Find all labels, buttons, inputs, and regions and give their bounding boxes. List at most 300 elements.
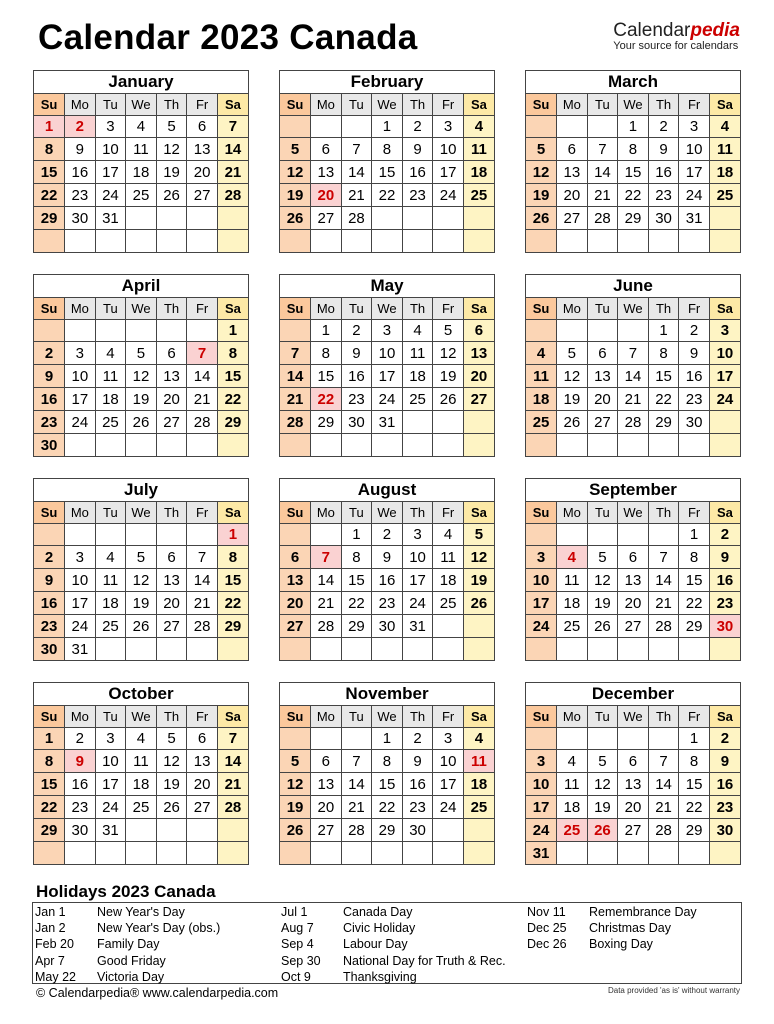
weekday-header: Tu <box>95 94 126 115</box>
day-cell <box>618 229 649 252</box>
day-cell: 7 <box>217 115 248 138</box>
day-cell <box>280 115 311 138</box>
weekday-header: Th <box>156 706 187 727</box>
day-cell: 5 <box>280 750 311 773</box>
day-cell: 8 <box>217 546 248 569</box>
day-cell <box>526 433 557 456</box>
day-cell: 28 <box>341 819 372 842</box>
day-cell: 27 <box>156 411 187 434</box>
weekday-header: Mo <box>557 706 588 727</box>
day-cell: 1 <box>648 319 679 342</box>
day-cell <box>217 229 248 252</box>
month-name: November <box>280 683 494 706</box>
day-cell: 6 <box>311 750 342 773</box>
day-cell: 8 <box>372 750 403 773</box>
day-cell: 2 <box>709 523 740 546</box>
day-cell: 20 <box>587 388 618 411</box>
weekday-header: Su <box>34 94 65 115</box>
day-cell: 8 <box>341 546 372 569</box>
holiday-date: Aug 7 <box>281 921 314 936</box>
weekday-header: Sa <box>709 298 740 319</box>
day-cell: 19 <box>463 569 494 592</box>
day-cell: 24 <box>372 388 403 411</box>
day-cell <box>156 819 187 842</box>
day-cell <box>557 319 588 342</box>
weekday-header: Su <box>34 502 65 523</box>
day-cell: 21 <box>217 161 248 184</box>
day-cell: 21 <box>187 592 218 615</box>
day-cell <box>280 727 311 750</box>
day-cell <box>34 319 65 342</box>
footer-copyright[interactable]: © Calendarpedia® www.calendarpedia.com <box>36 986 279 1000</box>
holiday-name: Victoria Day <box>97 969 165 984</box>
day-cell: 13 <box>311 773 342 796</box>
holiday-name: Canada Day <box>343 905 413 919</box>
holiday-column <box>527 904 767 953</box>
day-cell: 14 <box>341 161 372 184</box>
day-cell: 3 <box>433 727 464 750</box>
day-cell: 19 <box>126 592 157 615</box>
day-cell: 6 <box>311 138 342 161</box>
day-cell <box>433 615 464 638</box>
month-name: February <box>280 71 494 94</box>
day-cell: 1 <box>217 523 248 546</box>
day-cell: 30 <box>709 819 740 842</box>
day-cell: 11 <box>557 569 588 592</box>
day-cell <box>126 819 157 842</box>
day-cell: 16 <box>709 773 740 796</box>
day-cell <box>341 637 372 660</box>
day-cell <box>618 637 649 660</box>
footer-disclaimer: Data provided 'as is' without warranty <box>607 986 740 995</box>
day-cell: 13 <box>618 773 649 796</box>
weekday-header: Sa <box>217 298 248 319</box>
day-cell: 14 <box>648 773 679 796</box>
day-cell <box>217 637 248 660</box>
day-cell: 9 <box>402 750 433 773</box>
day-cell: 10 <box>526 773 557 796</box>
day-cell <box>557 433 588 456</box>
day-cell <box>402 637 433 660</box>
day-cell: 28 <box>587 207 618 230</box>
day-cell: 24 <box>95 796 126 819</box>
weekday-header: Th <box>402 94 433 115</box>
day-cell <box>557 523 588 546</box>
day-cell: 27 <box>618 819 649 842</box>
day-cell: 21 <box>587 184 618 207</box>
day-cell: 22 <box>679 796 710 819</box>
day-cell: 25 <box>709 184 740 207</box>
weekday-header: Tu <box>587 502 618 523</box>
day-cell <box>587 319 618 342</box>
day-cell <box>34 229 65 252</box>
holiday-row <box>281 969 521 985</box>
brand-logo[interactable] <box>613 20 740 52</box>
day-cell: 14 <box>187 365 218 388</box>
day-cell <box>280 229 311 252</box>
day-cell: 5 <box>156 115 187 138</box>
day-cell: 15 <box>648 365 679 388</box>
day-cell: 21 <box>341 796 372 819</box>
day-cell <box>187 319 218 342</box>
day-cell: 2 <box>402 727 433 750</box>
weekday-header: Tu <box>587 298 618 319</box>
day-cell: 18 <box>95 388 126 411</box>
day-cell <box>65 229 96 252</box>
day-cell: 14 <box>311 569 342 592</box>
day-cell <box>126 637 157 660</box>
holiday-column <box>35 904 275 985</box>
day-cell: 4 <box>557 750 588 773</box>
holiday-name: Family Day <box>97 937 160 952</box>
day-cell <box>187 637 218 660</box>
day-cell <box>587 229 618 252</box>
holiday-date: Dec 25 <box>527 921 567 936</box>
day-cell: 8 <box>618 138 649 161</box>
day-cell: 21 <box>311 592 342 615</box>
day-cell: 5 <box>587 750 618 773</box>
weekday-header: Fr <box>679 706 710 727</box>
day-cell: 26 <box>557 411 588 434</box>
day-cell <box>34 841 65 864</box>
day-cell <box>311 229 342 252</box>
day-cell: 18 <box>709 161 740 184</box>
day-cell <box>587 727 618 750</box>
day-cell: 23 <box>709 592 740 615</box>
month-may <box>279 274 495 457</box>
day-cell: 6 <box>463 319 494 342</box>
day-cell: 17 <box>402 569 433 592</box>
month-august <box>279 478 495 661</box>
day-cell: 15 <box>372 161 403 184</box>
day-cell: 17 <box>372 365 403 388</box>
weekday-header: Sa <box>709 94 740 115</box>
day-cell: 11 <box>526 365 557 388</box>
day-cell: 24 <box>709 388 740 411</box>
day-cell: 27 <box>557 207 588 230</box>
day-cell <box>526 319 557 342</box>
weekday-header: Su <box>280 502 311 523</box>
day-cell: 29 <box>217 411 248 434</box>
holiday-name: National Day for Truth & Rec. <box>343 953 506 968</box>
day-cell: 10 <box>526 569 557 592</box>
day-cell: 3 <box>65 342 96 365</box>
day-cell: 7 <box>341 750 372 773</box>
day-cell: 13 <box>587 365 618 388</box>
day-cell: 25 <box>126 796 157 819</box>
day-cell: 2 <box>372 523 403 546</box>
day-cell: 23 <box>341 388 372 411</box>
day-cell: 12 <box>156 750 187 773</box>
day-cell <box>433 433 464 456</box>
day-cell: 27 <box>187 796 218 819</box>
day-cell <box>187 841 218 864</box>
weekday-header: Sa <box>463 298 494 319</box>
day-cell: 30 <box>65 207 96 230</box>
day-cell <box>709 207 740 230</box>
day-cell: 7 <box>280 342 311 365</box>
day-cell: 20 <box>463 365 494 388</box>
day-cell <box>679 841 710 864</box>
day-cell <box>280 841 311 864</box>
day-cell: 7 <box>587 138 618 161</box>
day-cell: 13 <box>156 365 187 388</box>
day-cell: 3 <box>709 319 740 342</box>
month-january <box>33 70 249 253</box>
day-cell: 31 <box>402 615 433 638</box>
day-cell: 1 <box>679 523 710 546</box>
day-cell: 11 <box>709 138 740 161</box>
weekday-header: We <box>372 94 403 115</box>
day-cell: 28 <box>648 615 679 638</box>
day-cell: 29 <box>34 207 65 230</box>
month-july <box>33 478 249 661</box>
weekday-header: Tu <box>341 502 372 523</box>
day-cell: 25 <box>526 411 557 434</box>
day-cell: 29 <box>648 411 679 434</box>
day-cell: 11 <box>126 138 157 161</box>
day-cell: 22 <box>372 184 403 207</box>
day-cell: 27 <box>156 615 187 638</box>
day-cell: 9 <box>65 138 96 161</box>
day-cell: 3 <box>433 115 464 138</box>
day-cell: 31 <box>95 819 126 842</box>
day-cell: 19 <box>557 388 588 411</box>
day-cell <box>433 207 464 230</box>
day-cell: 4 <box>463 727 494 750</box>
day-cell: 12 <box>587 773 618 796</box>
day-cell: 15 <box>679 773 710 796</box>
day-cell: 31 <box>95 207 126 230</box>
weekday-header: Su <box>280 706 311 727</box>
day-cell: 23 <box>34 411 65 434</box>
day-cell: 18 <box>463 161 494 184</box>
day-cell: 21 <box>618 388 649 411</box>
day-cell: 11 <box>95 569 126 592</box>
day-cell: 18 <box>463 773 494 796</box>
day-cell: 13 <box>280 569 311 592</box>
weekday-header: Sa <box>463 94 494 115</box>
day-cell: 6 <box>618 750 649 773</box>
weekday-header: Sa <box>463 502 494 523</box>
weekday-header: Su <box>526 502 557 523</box>
day-cell: 14 <box>587 161 618 184</box>
day-cell: 3 <box>65 546 96 569</box>
day-cell <box>648 523 679 546</box>
day-cell: 7 <box>648 750 679 773</box>
day-cell: 19 <box>126 388 157 411</box>
day-cell: 1 <box>341 523 372 546</box>
weekday-header: Fr <box>679 502 710 523</box>
day-cell <box>126 207 157 230</box>
day-cell <box>187 523 218 546</box>
day-cell: 24 <box>95 184 126 207</box>
day-cell <box>372 229 403 252</box>
holiday-row <box>281 920 521 936</box>
holiday-name: Civic Holiday <box>343 921 416 936</box>
brand-name: Calendarpedia <box>613 20 740 41</box>
day-cell <box>311 523 342 546</box>
month-name: March <box>526 71 740 94</box>
day-cell <box>65 523 96 546</box>
day-cell <box>433 229 464 252</box>
day-cell: 16 <box>372 569 403 592</box>
day-cell: 4 <box>526 342 557 365</box>
day-cell: 14 <box>217 138 248 161</box>
day-cell: 22 <box>341 592 372 615</box>
day-cell: 26 <box>156 796 187 819</box>
day-cell: 18 <box>95 592 126 615</box>
day-cell: 2 <box>402 115 433 138</box>
day-cell <box>463 229 494 252</box>
day-cell: 8 <box>372 138 403 161</box>
day-cell <box>95 523 126 546</box>
day-cell: 3 <box>526 546 557 569</box>
weekday-header: Sa <box>709 706 740 727</box>
day-cell: 6 <box>557 138 588 161</box>
weekday-header: Mo <box>311 298 342 319</box>
day-cell: 14 <box>187 569 218 592</box>
day-cell: 27 <box>280 615 311 638</box>
weekday-header: Tu <box>95 298 126 319</box>
day-cell: 26 <box>526 207 557 230</box>
day-cell: 30 <box>34 637 65 660</box>
day-cell: 19 <box>587 796 618 819</box>
day-cell <box>402 207 433 230</box>
day-cell: 25 <box>95 411 126 434</box>
weekday-header: Fr <box>679 94 710 115</box>
day-cell: 18 <box>126 161 157 184</box>
day-cell <box>187 819 218 842</box>
holiday-name: Christmas Day <box>589 921 671 936</box>
weekday-header: Tu <box>95 706 126 727</box>
day-cell <box>463 819 494 842</box>
weekday-header: We <box>126 298 157 319</box>
day-cell: 10 <box>402 546 433 569</box>
day-cell: 29 <box>679 819 710 842</box>
day-cell: 14 <box>648 569 679 592</box>
day-cell: 19 <box>587 592 618 615</box>
day-cell: 23 <box>402 796 433 819</box>
day-cell: 29 <box>34 819 65 842</box>
day-cell: 26 <box>587 819 618 842</box>
holiday-name: Thanksgiving <box>343 969 417 984</box>
day-cell: 16 <box>402 161 433 184</box>
weekday-header: Th <box>648 298 679 319</box>
holiday-date: Sep 4 <box>281 937 314 952</box>
day-cell <box>217 207 248 230</box>
day-cell: 16 <box>341 365 372 388</box>
holiday-date: Dec 26 <box>527 937 567 952</box>
weekday-header: We <box>618 502 649 523</box>
weekday-header: Mo <box>65 298 96 319</box>
holidays-list <box>32 902 742 984</box>
day-cell: 29 <box>217 615 248 638</box>
day-cell <box>557 637 588 660</box>
day-cell: 28 <box>187 411 218 434</box>
day-cell: 29 <box>618 207 649 230</box>
day-cell <box>557 115 588 138</box>
weekday-header: We <box>126 706 157 727</box>
day-cell: 26 <box>126 411 157 434</box>
month-name: April <box>34 275 248 298</box>
day-cell: 29 <box>372 819 403 842</box>
day-cell: 29 <box>341 615 372 638</box>
day-cell <box>372 207 403 230</box>
month-november <box>279 682 495 865</box>
weekday-header: Mo <box>311 94 342 115</box>
weekday-header: Tu <box>341 706 372 727</box>
day-cell: 15 <box>217 365 248 388</box>
weekday-header: Sa <box>217 94 248 115</box>
holiday-row <box>527 920 767 936</box>
day-cell <box>126 229 157 252</box>
day-cell: 5 <box>433 319 464 342</box>
day-cell <box>187 433 218 456</box>
day-cell: 21 <box>648 592 679 615</box>
day-cell: 27 <box>187 184 218 207</box>
holiday-row <box>35 953 275 969</box>
day-cell <box>65 433 96 456</box>
day-cell: 5 <box>526 138 557 161</box>
day-cell <box>217 819 248 842</box>
day-cell: 8 <box>217 342 248 365</box>
day-cell: 28 <box>217 184 248 207</box>
day-cell <box>618 727 649 750</box>
holiday-date: Nov 11 <box>527 905 566 919</box>
day-cell: 11 <box>402 342 433 365</box>
day-cell: 17 <box>65 592 96 615</box>
day-cell <box>402 841 433 864</box>
day-cell: 16 <box>648 161 679 184</box>
day-cell: 27 <box>587 411 618 434</box>
day-cell: 25 <box>95 615 126 638</box>
weekday-header: Th <box>648 502 679 523</box>
day-cell: 18 <box>433 569 464 592</box>
day-cell: 1 <box>372 115 403 138</box>
day-cell: 25 <box>463 184 494 207</box>
day-cell: 24 <box>433 184 464 207</box>
day-cell: 5 <box>156 727 187 750</box>
holiday-row <box>281 953 521 969</box>
day-cell: 25 <box>433 592 464 615</box>
holiday-row <box>35 969 275 985</box>
day-cell: 25 <box>402 388 433 411</box>
day-cell: 12 <box>587 569 618 592</box>
day-cell <box>557 841 588 864</box>
day-cell: 23 <box>648 184 679 207</box>
month-april <box>33 274 249 457</box>
day-cell: 19 <box>280 184 311 207</box>
holiday-date: Feb 20 <box>35 937 74 952</box>
day-cell: 23 <box>372 592 403 615</box>
day-cell: 9 <box>679 342 710 365</box>
weekday-header: Th <box>402 502 433 523</box>
day-cell: 2 <box>709 727 740 750</box>
day-cell: 13 <box>187 750 218 773</box>
day-cell: 18 <box>526 388 557 411</box>
day-cell <box>648 637 679 660</box>
day-cell: 4 <box>126 115 157 138</box>
day-cell: 21 <box>648 796 679 819</box>
day-cell: 7 <box>187 546 218 569</box>
day-cell <box>280 433 311 456</box>
day-cell <box>587 523 618 546</box>
day-cell: 22 <box>618 184 649 207</box>
day-cell: 10 <box>95 750 126 773</box>
day-cell: 12 <box>280 161 311 184</box>
holiday-date: Jan 2 <box>35 921 66 936</box>
